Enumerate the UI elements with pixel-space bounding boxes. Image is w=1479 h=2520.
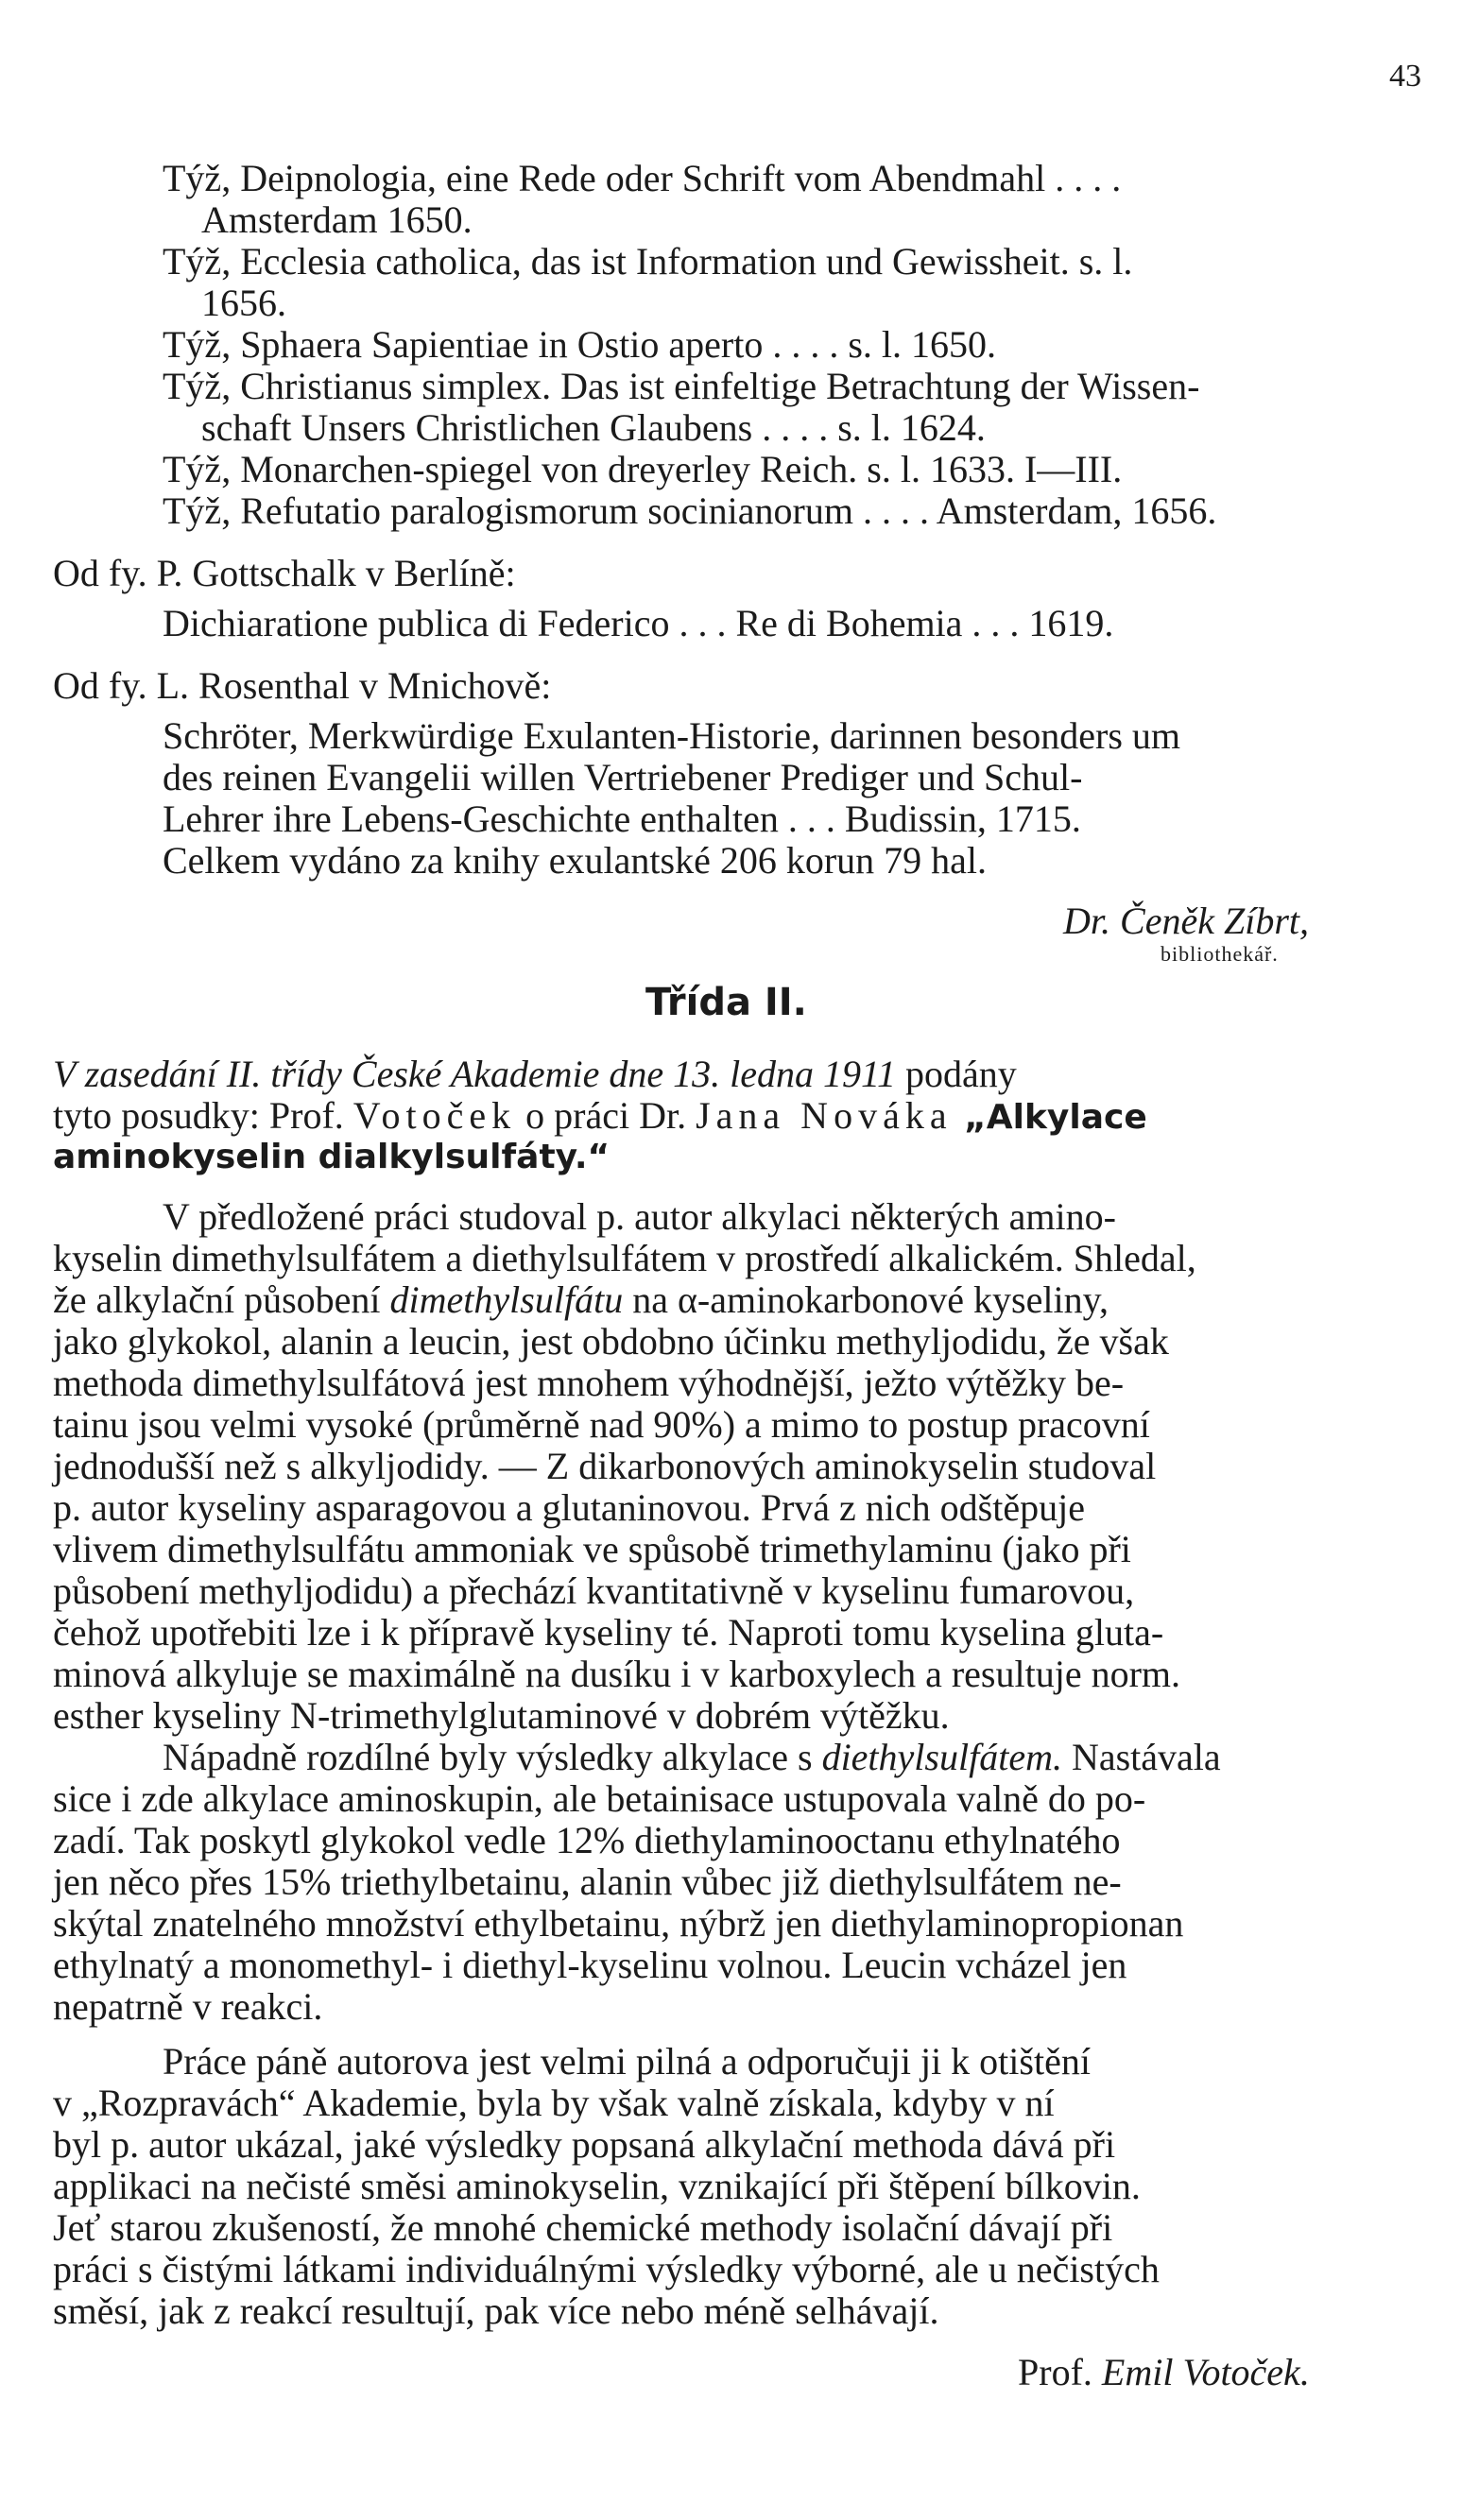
intro-rest: podány: [896, 1053, 1017, 1095]
p3-line: Práce páně autorova jest velmi pilná a odporučuji ji k otištění: [163, 2040, 1091, 2083]
p2-italic: diethylsulfátem.: [821, 1736, 1062, 1778]
p1-line: p. autor kyseliny asparagovou a glutaninovou. Prvá z nich odštěpuje: [53, 1486, 1085, 1529]
section-heading: Třída II.: [645, 981, 807, 1024]
p1-line: esther kyseliny N-trimethylglutaminové v dobrém výtěžku.: [53, 1694, 950, 1737]
page-number: 43: [1389, 59, 1421, 94]
p2-line: nepatrně v reakci.: [53, 1985, 323, 2028]
p1-line: [53, 1278, 1109, 1322]
intro-line-2: [53, 1094, 1147, 1140]
p1-line: kyselin dimethylsulfátem a diethylsulfátem v prostředí alkalickém. Shledal,: [53, 1237, 1196, 1279]
p1-line: tainu jsou velmi vysoké (průměrně nad 90%) a mimo to postup pracovní: [53, 1403, 1150, 1446]
p2-line: [163, 1736, 1221, 1779]
firm-entry-line: Lehrer ihre Lebens-Geschichte enthalten . . . Budissin, 1715.: [163, 797, 1081, 840]
p1-text: na α-aminokarbonové kyseliny,: [623, 1278, 1109, 1321]
p2-line: jen něco přes 15% triethylbetainu, alanin vůbec již diethylsulfátem ne-: [53, 1860, 1122, 1903]
p2-text: Nastávala: [1061, 1736, 1221, 1778]
p2-line: zadí. Tak poskytl glykokol vedle 12% diethylaminooctanu ethylnatého: [53, 1819, 1121, 1861]
p1-line: minová alkyluje se maximálně na dusíku i v karboxylech a resultuje norm.: [53, 1653, 1181, 1695]
p2-line: ethylnatý a monomethyl- i diethyl-kyselinu volnou. Leucin vcházel jen: [53, 1944, 1127, 1986]
signature-name: Emil Votoček.: [1101, 2351, 1310, 2393]
p3-line: v „Rozpravách“ Akademie, byla by však valně získala, kdyby v ní: [53, 2082, 1055, 2124]
firm-total: Celkem vydáno za knihy exulantské 206 korun 79 hal.: [163, 839, 988, 882]
p1-italic: dimethylsulfátu: [389, 1278, 624, 1321]
listing-line: Týž, Deipnologia, eine Rede oder Schrift vom Abendmahl . . . .: [163, 157, 1122, 199]
p2-line: sice i zde alkylace aminoskupin, ale betainisace ustupovala valně do po-: [53, 1777, 1146, 1820]
intro-line-3: aminokyselin dialkylsulfáty.“: [53, 1138, 611, 1176]
work-title: „Alkylace: [952, 1098, 1147, 1137]
intro-text: o práci Dr.: [516, 1094, 697, 1137]
p3-line: směsí, jak z reakcí resultují, pak více nebo méně selhávají.: [53, 2289, 939, 2332]
p3-line: byl p. autor ukázal, jaké výsledky popsaná alkylační methoda dává při: [53, 2123, 1116, 2166]
reviewer-name: Votoček: [353, 1094, 517, 1137]
signature-2: [1018, 2351, 1310, 2394]
p3-line: práci s čistými látkami individuálnými výsledky výborné, ale u nečistých: [53, 2248, 1160, 2290]
p2-text: Nápadně rozdílné byly výsledky alkylace s: [163, 1736, 822, 1778]
intro-italic: V zasedání II. třídy České Akademie dne 13. ledna 1911: [53, 1053, 897, 1095]
p1-line: vlivem dimethylsulfátu ammoniak ve spůsobě trimethylaminu (jako při: [53, 1528, 1131, 1570]
listing-line: Týž, Ecclesia catholica, das ist Information und Gewissheit. s. l.: [163, 240, 1133, 283]
listing-line: schaft Unsers Christlichen Glaubens . . . . s. l. 1624.: [201, 406, 986, 449]
firm-heading: Od fy. P. Gottschalk v Berlíně:: [53, 552, 516, 594]
listing-line: Týž, Refutatio paralogismorum socinianorum . . . . Amsterdam, 1656.: [163, 489, 1217, 532]
p1-line: jako glykokol, alanin a leucin, jest obdobno účinku methyljodidu, že však: [53, 1320, 1169, 1363]
p1-line: jednodušší než s alkyljodidy. — Z dikarbonových aminokyselin studoval: [53, 1445, 1157, 1487]
signature-text: Dr. Čeněk Zíbrt,: [1063, 900, 1309, 942]
p1-line: methoda dimethylsulfátová jest mnohem výhodnější, ježto výtěžky be-: [53, 1362, 1125, 1404]
signature-name: [1063, 900, 1309, 943]
intro-text: tyto posudky: Prof.: [53, 1094, 353, 1137]
author-name: Jana Nováka: [696, 1094, 953, 1137]
p3-line: applikaci na nečisté směsi aminokyselin, vznikající při štěpení bílkovin.: [53, 2165, 1141, 2207]
p3-line: Jeť starou zkušeností, že mnohé chemické methody isolační dávají při: [53, 2206, 1113, 2249]
firm-heading: Od fy. L. Rosenthal v Mnichově:: [53, 664, 552, 707]
listing-line: Týž, Monarchen-spiegel von dreyerley Reich. s. l. 1633. I—III.: [163, 448, 1123, 490]
listing-line: Amsterdam 1650.: [201, 198, 473, 241]
listing-line: Týž, Christianus simplex. Das ist einfeltige Betrachtung der Wissen-: [163, 365, 1200, 407]
signature-title: bibliothekář.: [1161, 942, 1279, 966]
firm-entry-line: Schröter, Merkwürdige Exulanten-Historie, darinnen besonders um: [163, 714, 1180, 757]
p1-line: čehož upotřebiti lze i k přípravě kyseliny té. Naproti tomu kyselina gluta-: [53, 1611, 1164, 1654]
p2-line: skýtal znatelného množství ethylbetainu, nýbrž jen diethylaminopropionan: [53, 1902, 1184, 1945]
signature-prefix: Prof.: [1018, 2351, 1102, 2393]
p1-line: V předložené práci studoval p. autor alkylaci některých amino-: [163, 1195, 1116, 1238]
listing-line: 1656.: [201, 282, 286, 324]
p1-text: že alkylační působení: [53, 1278, 390, 1321]
firm-entry: Dichiaratione publica di Federico . . . Re di Bohemia . . . 1619.: [163, 602, 1114, 644]
firm-entry-line: des reinen Evangelii willen Vertriebener Prediger und Schul-: [163, 756, 1083, 798]
intro-line-1: [53, 1053, 1017, 1096]
listing-line: Týž, Sphaera Sapientiae in Ostio aperto . . . . s. l. 1650.: [163, 323, 997, 366]
p1-line: působení methyljodidu) a přechází kvantitativně v kyselinu fumarovou,: [53, 1569, 1135, 1612]
